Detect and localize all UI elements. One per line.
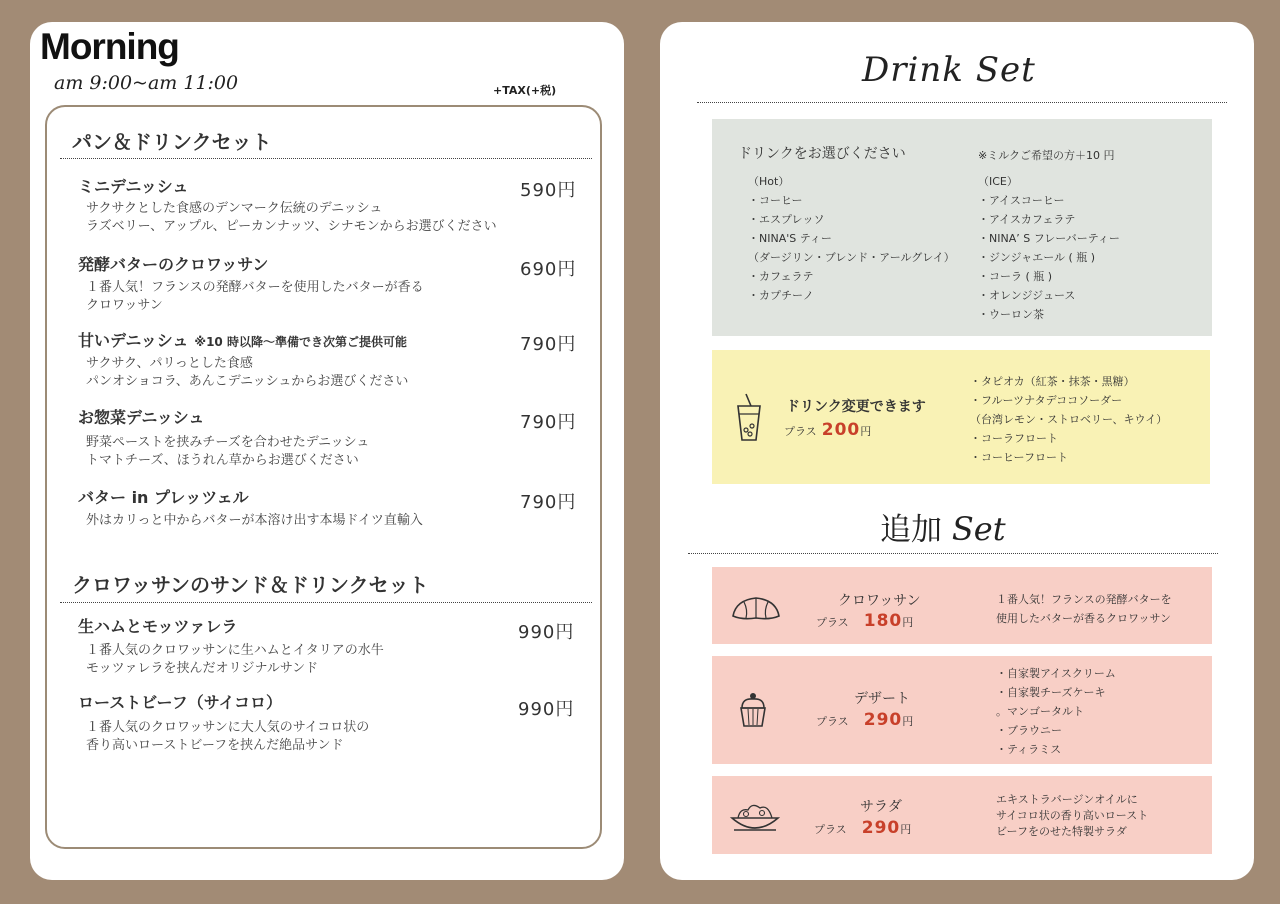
- item-description: 外はカリっと中からバターが本溶け出す本場ドイツ直輸入: [86, 513, 423, 528]
- cupcake-icon: [738, 690, 768, 730]
- salad-add-box: [712, 776, 1212, 854]
- hot-drink-list: （Hot） ・コーヒー ・エスプレッソ ・NINA'S ティー （ダージリン・ブレンド・アールグレイ） ・カフェラテ ・カプチーノ: [748, 175, 955, 302]
- item-name: お惣菜デニッシュ: [78, 408, 205, 427]
- item-name: ローストビーフ（サイコロ）: [78, 693, 283, 712]
- divider: [60, 602, 592, 603]
- item-price: 790円: [520, 492, 577, 513]
- page-title: Morning: [40, 26, 179, 67]
- salad-description: エキストラバージンオイルに サイコロ状の香り高いロースト ビーフをのせた特製サラダ: [996, 793, 1149, 838]
- drink-change-list: ・タピオカ（紅茶・抹茶・黒糖） ・フルーツナタデココソーダー （台湾レモン・ストロベリー、キウイ） ・コーラフロート ・コーヒーフロート: [970, 375, 1168, 464]
- section-title-croissant-sand: クロワッサンのサンド＆ドリンクセット: [72, 573, 429, 597]
- morning-menu-page: [30, 22, 624, 880]
- item-price: 790円: [520, 412, 577, 433]
- drink-set-page: [660, 22, 1254, 880]
- croissant-description: １番人気！フランスの発酵バターを 使用したバターが香るクロワッサン: [996, 593, 1172, 625]
- item-description: 野菜ペーストを挟みチーズを合わせたデニッシュ トマトチーズ、ほうれん草からお選びください: [86, 435, 370, 468]
- item-price: 990円: [518, 699, 575, 720]
- drink-choice-heading: ドリンクをお選びください: [738, 146, 906, 162]
- item-description: サクサク、パリっとした食感 パンオショコラ、あんこデニッシュからお選びください: [86, 356, 409, 389]
- item-price: 990円: [518, 622, 575, 643]
- drink-choice-box: [712, 119, 1212, 336]
- divider: [688, 553, 1218, 554]
- tapioca-drink-icon: [734, 392, 764, 444]
- item-price: 690円: [520, 259, 577, 280]
- dessert-name: デザート: [854, 691, 910, 707]
- milk-note: ※ミルクご希望の方＋10 円: [978, 149, 1115, 162]
- item-price: 590円: [520, 180, 577, 201]
- drink-change-box: [712, 350, 1210, 484]
- section-title-bread-drink: パン＆ドリンクセット: [72, 130, 272, 154]
- item-name: ミニデニッシュ: [78, 177, 189, 196]
- dessert-add-box: [712, 656, 1212, 764]
- item-name: 生ハムとモッツァレラ: [78, 617, 238, 636]
- drink-change-price: プラス 200円: [784, 420, 872, 440]
- item-description: １番人気のクロワッサンに生ハムとイタリアの水牛 モッツァレラを挟んだオリジナルサンド: [86, 643, 384, 676]
- drink-set-title: Drink Set: [862, 50, 1036, 90]
- item-note: ※10 時以降～準備でき次第ご提供可能: [194, 335, 407, 349]
- croissant-name: クロワッサン: [838, 593, 921, 609]
- drink-change-heading: ドリンク変更できます: [786, 399, 926, 415]
- item-name: 発酵バターのクロワッサン: [78, 255, 269, 274]
- salad-price: プラス 290円: [814, 818, 912, 838]
- ice-drink-list: （ICE） ・アイスコーヒー ・アイスカフェラテ ・NINA’ S フレーバーティー ・ジンジャエール ( 瓶 ) ・コーラ ( 瓶 ) ・オレンジジュース ・ウーロン茶: [978, 175, 1120, 321]
- item-name: 甘いデニッシュ ※10 時以降～準備でき次第ご提供可能: [78, 331, 407, 350]
- item-description: １番人気のクロワッサンに大人気のサイコロ状の 香り高いローストビーフを挟んだ絶品サンド: [86, 720, 370, 753]
- croissant-icon: [730, 590, 782, 624]
- item-description: １番人気！フランスの発酵バターを使用したバターが香る クロワッサン: [86, 280, 424, 313]
- add-set-title: 追加 Set: [880, 510, 1006, 548]
- morning-hours: am 9:00~am 11:00: [54, 72, 239, 94]
- salad-name: サラダ: [860, 799, 902, 815]
- item-price: 790円: [520, 334, 577, 355]
- croissant-add-box: [712, 567, 1212, 644]
- item-description: サクサクとした食感のデンマーク伝統のデニッシュ ラズベリー、アップル、ピーカンナッツ、シナモンからお選びください: [86, 201, 497, 234]
- croissant-price: プラス 180円: [816, 611, 914, 631]
- divider: [60, 158, 592, 159]
- salad-icon: [728, 800, 782, 834]
- tax-note: +TAX(+税): [493, 84, 557, 97]
- divider: [697, 102, 1227, 103]
- dessert-list: ・自家製アイスクリーム ・自家製チーズケーキ 。マンゴータルト ・ブラウニー ・ティラミス: [996, 667, 1116, 756]
- dessert-price: プラス 290円: [816, 710, 914, 730]
- item-name: バター in プレッツェル: [78, 488, 249, 507]
